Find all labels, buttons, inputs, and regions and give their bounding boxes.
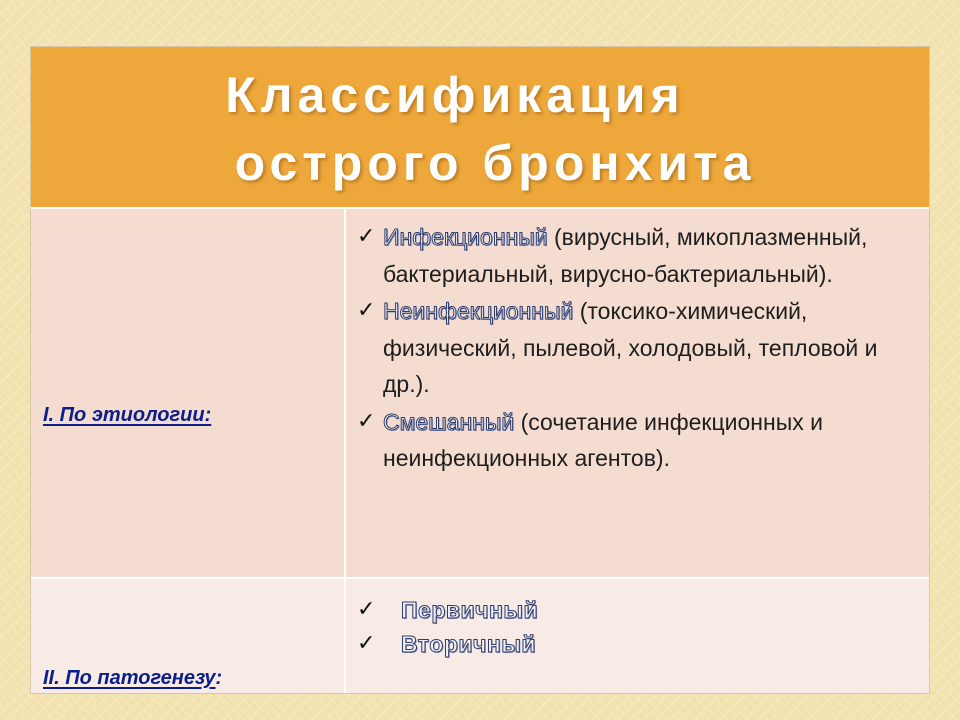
table-header [31, 47, 929, 207]
list-item [357, 219, 917, 292]
column-divider [344, 579, 346, 693]
list-item [357, 593, 917, 627]
classification-table [30, 46, 930, 694]
list-item [357, 404, 917, 477]
row-label-pathogenesis [43, 667, 333, 690]
list-item [357, 627, 917, 661]
check-icon: ✓ [357, 631, 376, 656]
item-term: Инфекционный [383, 224, 548, 250]
check-icon: ✓ [357, 224, 376, 249]
column-divider [344, 209, 346, 577]
row-label-text: II. По патогенезу [43, 667, 216, 689]
row-label-etiology: I. По этиологии: [43, 404, 212, 426]
item-term: Смешанный [383, 408, 515, 435]
item-desc: (вирусный, микоплазменный, бактериальный, вирусно-бактериальный). [383, 224, 868, 287]
row-label-colon: : [215, 667, 223, 689]
slide-title [31, 61, 929, 197]
check-icon: ✓ [357, 597, 376, 622]
check-icon: ✓ [357, 408, 376, 434]
item-term: Вторичный [401, 631, 537, 657]
pathogenesis-list [357, 593, 917, 661]
title-line-2: острого бронхита [234, 135, 756, 191]
etiology-list [357, 219, 917, 478]
check-icon: ✓ [357, 298, 376, 323]
list-item [357, 293, 917, 403]
item-desc: (токсико-химический, физический, пылевой, холодовый, тепловой и др.). [383, 298, 878, 397]
row-pathogenesis [31, 577, 929, 693]
item-term: Первичный [401, 597, 539, 623]
row-etiology [31, 207, 929, 577]
item-term: Неинфекционный [383, 298, 574, 324]
title-line-1: Классификация [225, 67, 685, 123]
item-desc: (сочетание инфекционных и неинфекционных агентов). [383, 408, 823, 471]
